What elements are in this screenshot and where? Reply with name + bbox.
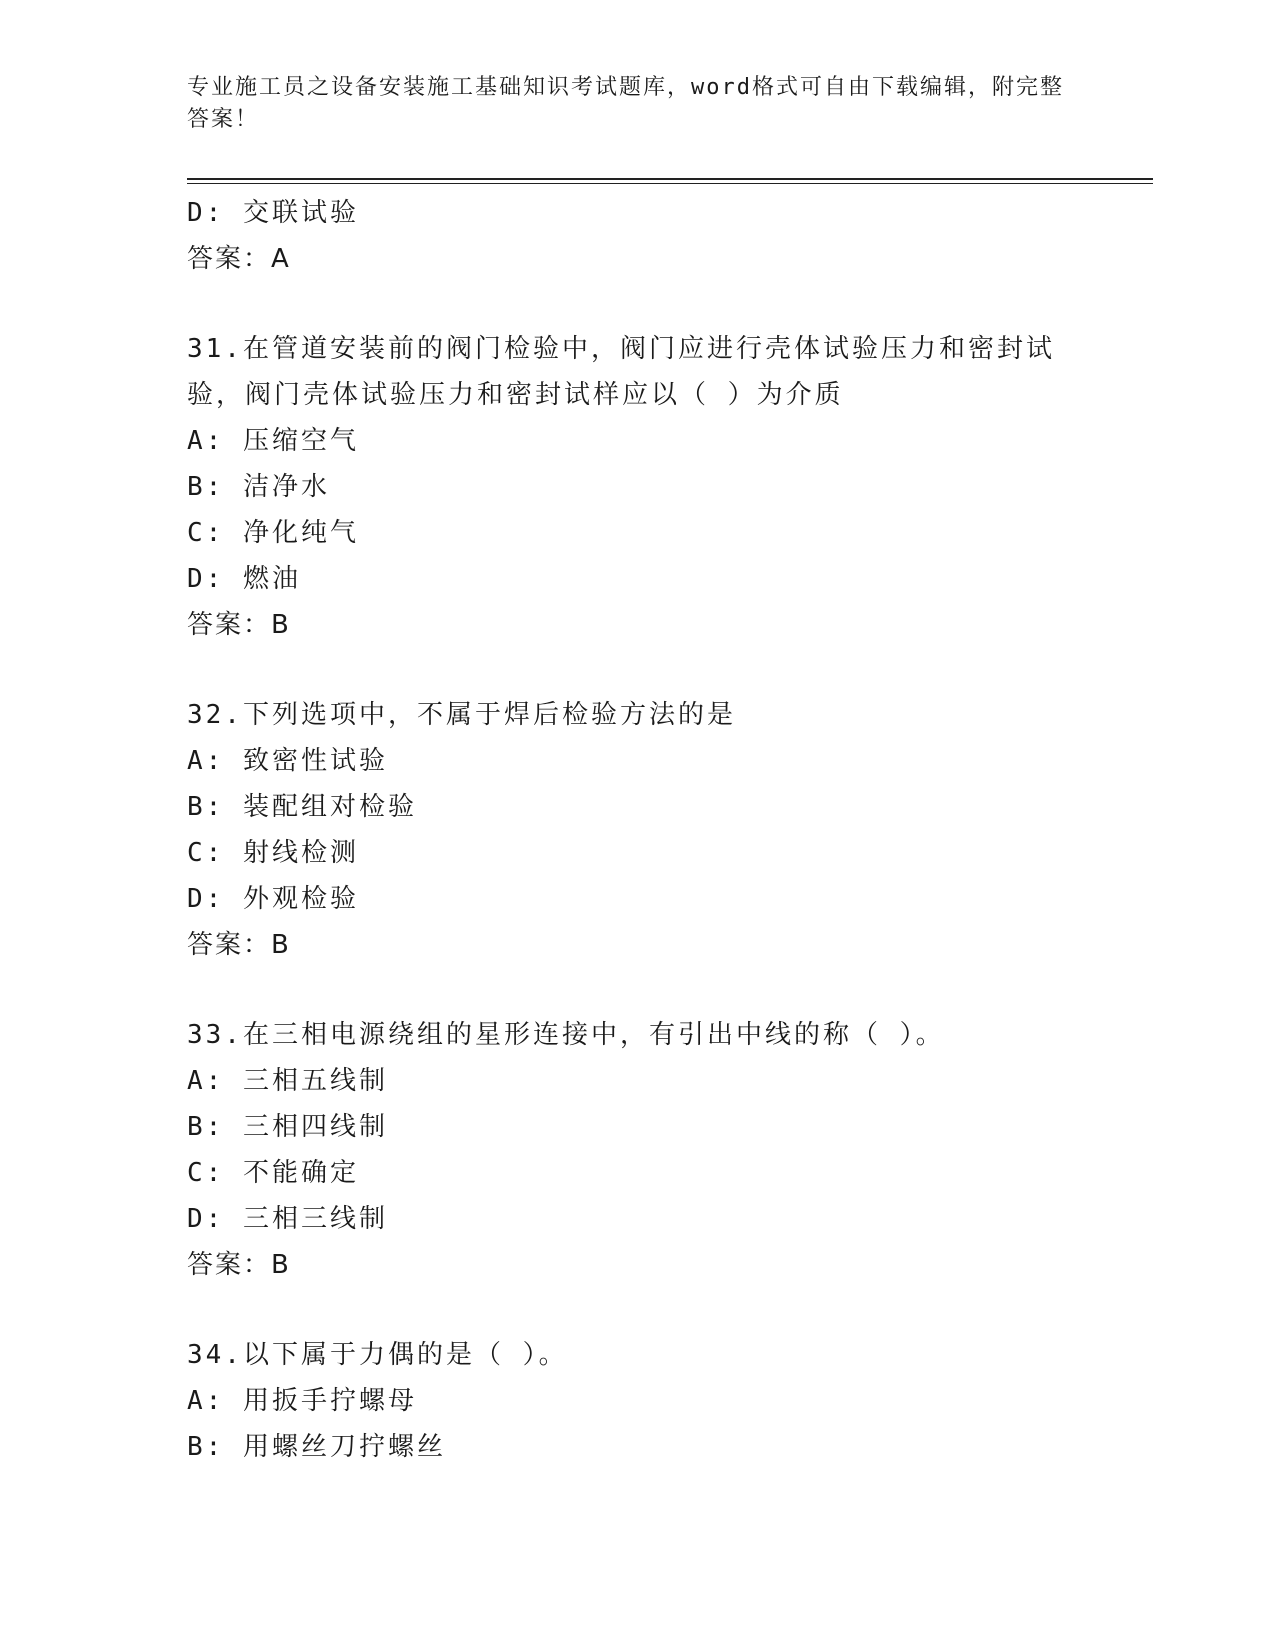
spacer	[187, 968, 1087, 1012]
question-text: 31.在管道安装前的阀门检验中，阀门应进行壳体试验压力和密封试验，阀门壳体试验压力和密封试样应以（ ）为介质	[187, 334, 1055, 410]
answer-line: 答案：B	[187, 1250, 291, 1280]
spacer	[187, 1288, 1087, 1332]
option-a: A: 三相五线制	[187, 1066, 388, 1096]
question-text: 32.下列选项中，不属于焊后检验方法的是	[187, 700, 736, 730]
question-text: 34.以下属于力偶的是（ ）。	[187, 1340, 568, 1370]
option-a: A: 致密性试验	[187, 746, 388, 776]
question-text: 33.在三相电源绕组的星形连接中，有引出中线的称（ ）。	[187, 1020, 945, 1050]
header-divider	[187, 178, 1153, 184]
option-c: C: 射线检测	[187, 838, 359, 868]
option-d: D: 三相三线制	[187, 1204, 388, 1234]
option-b: B: 洁净水	[187, 472, 330, 502]
question-list	[187, 190, 1087, 1470]
question-block	[187, 326, 1087, 648]
option-c: C: 净化纯气	[187, 518, 359, 548]
option-b: B: 三相四线制	[187, 1112, 388, 1142]
option-d: D: 交联试验	[187, 198, 359, 228]
option-a: A: 用扳手拧螺母	[187, 1386, 417, 1416]
question-block	[187, 1012, 1087, 1288]
answer-line: 答案：A	[187, 244, 291, 274]
page-header: 专业施工员之设备安装施工基础知识考试题库，word格式可自由下载编辑，附完整答案！	[187, 75, 1064, 132]
spacer	[187, 282, 1087, 326]
option-d: D: 外观检验	[187, 884, 359, 914]
question-block	[187, 1332, 1087, 1470]
option-b: B: 用螺丝刀拧螺丝	[187, 1432, 446, 1462]
spacer	[187, 648, 1087, 692]
answer-line: 答案：B	[187, 930, 291, 960]
answer-line: 答案：B	[187, 610, 291, 640]
option-c: C: 不能确定	[187, 1158, 359, 1188]
option-a: A: 压缩空气	[187, 426, 359, 456]
option-d: D: 燃油	[187, 564, 301, 594]
question-block	[187, 692, 1087, 968]
option-b: B: 装配组对检验	[187, 792, 417, 822]
